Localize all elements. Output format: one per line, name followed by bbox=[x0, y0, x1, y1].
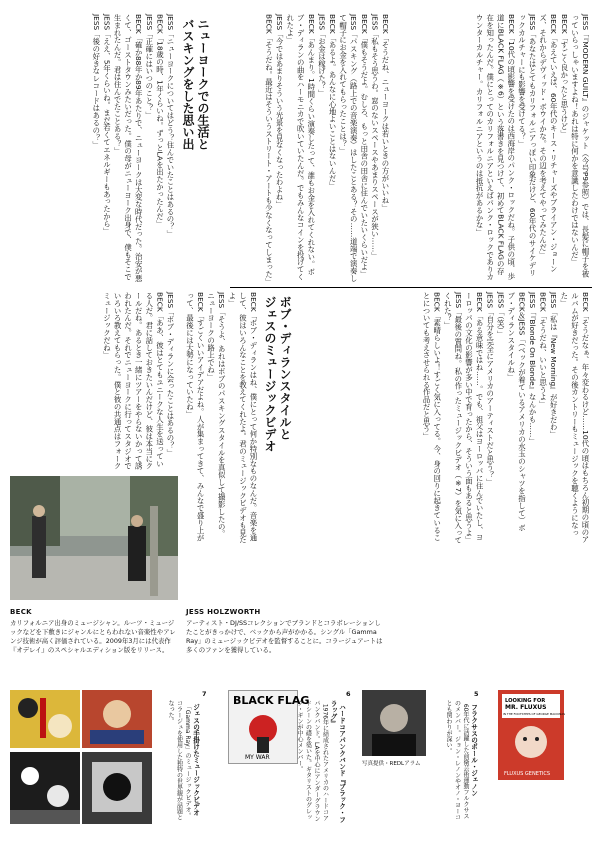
collage-still-4 bbox=[82, 752, 152, 824]
beck-jess-street-photo bbox=[10, 476, 178, 600]
book-title-2: MR. FLUXUS bbox=[505, 704, 547, 711]
black-flag-album-cover bbox=[228, 690, 310, 764]
music-video-still-3 bbox=[10, 752, 80, 824]
music-video-still-1 bbox=[10, 690, 80, 748]
street-photo-illustration bbox=[10, 476, 178, 600]
music-video-still-4 bbox=[82, 752, 152, 824]
jess-profile-caption bbox=[186, 608, 386, 678]
album-art bbox=[229, 691, 310, 763]
footnote-6-text: 1976年に結成されたアメリカのハードコアパンクバンド。LAを中心にアンダーグラウンドシーンの礎を築いた。ギタリストのグレッグ・ギンが中心メンバー。 bbox=[296, 700, 329, 822]
footnote-number-7: 7 bbox=[202, 690, 207, 698]
footnote-6 bbox=[298, 700, 354, 824]
interview-column-top-middle: BECK「そうだね、ニューヨークは若いときの方がいいね」 JESS「私もそう思うわ。窓のないスペースやあまりスペースが狭い……」 BECK「僕もそうだよ。むしろ、もっと田舎の田舎に住んでいたいくらいだよ」 JESS「パスキング（路上での音楽演奏）はしたことある？その……道端で演奏して帽子にお金を入れてもらったことは？」 BECK「あるよ。あんなに心地よいことはないんだ」 JESS「お金は稼げた？」 BECK「あんまり。1時間くらい演奏したって、誰もお金を入れてくれない。ボブ・ディランの曲をハーモニカで吹いていたんだ。でもみんなコインを投げてくれたよ」 JESS「今ではあまりそういう光景を見なくなったわよね」 BECK「そうだね。最近はそういうストリート・アートも少なくなってしまった」 bbox=[264, 14, 390, 286]
footnote-6-heading: ハードコアパンクバンド『ブラック・フラッグ』 bbox=[329, 700, 346, 823]
collage-still-1 bbox=[10, 690, 80, 748]
footnote-5 bbox=[436, 700, 486, 824]
photo-credit: 写真提供・REDLアラム bbox=[362, 761, 421, 767]
footnote-number-5: 5 bbox=[474, 690, 479, 698]
portrait-photo bbox=[362, 690, 426, 756]
book-title-1: LOOKING FOR bbox=[505, 698, 546, 704]
book-title-3: IN THE FOOTSTEPS OF GEORGE MACIUNAS bbox=[503, 712, 566, 716]
divider bbox=[230, 287, 592, 288]
interview-column-mid-far-left: JESS「ボブ・ディランに会ったことはあるの？」 BECK「ああ、彼はとてもユニークな人生を送っている人だ。君に話しておきたいんだけど、彼は本当にクールだね。あるとき一緒にツアーをやらないかって誘われたんだ。それでニューヨークに行ってスタジオでいろいろ教えてもらった。僕と彼の共通点はフォークミュージックだね」 bbox=[102, 292, 175, 470]
footnote-number-6: 6 bbox=[346, 690, 351, 698]
greg-ginn-portrait bbox=[362, 690, 426, 756]
interview-column-top-left: JESS「ニューヨークについてはどう？住んでいたことはあるの？」 BECK「18歳の時、1年くらいね。ずっとLAを出たかったんだ」 JESS「正確にはいつのこと？」 BECK「確か88年か89年あたりで、ニューヨークは大変な時代だった。治安が悪くて、ゴーストタウンみたいだった。僕の母がニューヨーク出身で、僕もそこで生まれたんだ。君は住んでたことある？」 JESS「ええ、5年くらいね。まだ若くてエネルギーもあったから」 JESS「後の好きなレコードはあるの？」 bbox=[91, 14, 175, 282]
beck-profile-caption bbox=[10, 608, 178, 678]
book-cover-art bbox=[498, 690, 564, 780]
footnote-5-heading: フラクサスのポール・ジェノン bbox=[469, 703, 478, 797]
section-title-bob-dylan: ボブ・ディランスタイルと ジェスのミュージックビデオ bbox=[263, 296, 292, 452]
beck-profile-text: カリフォルニア出身のミュージシャン。ルーツ・ミュージックなどを下敷きにジャンルにとらわれない音楽性やアレンジ技術が高く評価されている。2009年3月には代表作『オデレイ』のスペシャルエディション版をリリース。 bbox=[10, 619, 176, 654]
collage-still-2 bbox=[82, 690, 152, 748]
footnote-5-text: 60年代に活躍した前衛芸術運動フルクサスのメンバー。ジョン・レノンやオノ・ヨーコとも関わりが深い。 bbox=[445, 700, 469, 820]
interview-column-top-right: JESS「『MODERN GUILT』のジャケット（今号P9参照）では、長髪に帽子を被っていらっしゃいますよね！あれは特に何かを意識したわけではないんだ」 BECK「すごく良かったと思うけど」 BECK「あえていえば、60年代のキース・リチャーズやブライアン・ジョーンズ、それからデヴィッド・ボウイかな。その辺を考えてやってみたんだ」 JESS「あなたはとてもカリフォルニアっぽい印象だけど、60年代のサイケデリックカルチャーにも影響を受けてる？」 BECK「10代の頃影響を受けたのは西海岸のパンク・ロックだね。子供の頃、歩道にBLACK FLAG（※6）という落書きを見つけて、初めてBLACK FLAGの存在を知ったんだ。僕にとってのカリフォルニアといえばパンク・ロックでありカウンターカルチャー。カリフォルニアというのは抵抗があるかな」 bbox=[475, 14, 590, 281]
interview-column-mid-left: BECK「ボブ・ディランはね、僕にとって何か特別なものなんだ。音楽を通して、彼はいろんなことを教えてくれたよ。君のミュージックビデオも見たよ」 JESS「そうよ、あれはボブのパスキングスタイルを真似して撮影したの。ニューヨークの路上でね」 BECK「すごくいいアイデアだよね。人が集まってきて、みんなで盛り上がって、最後には大勢になっていたね」 bbox=[185, 292, 258, 544]
beck-name: BECK bbox=[10, 608, 32, 616]
interview-column-mid-right: BECK「そうだなぁ、年々変わるけど……10代の頃はもちろん初期の頃のアルバムが好きだった。その後カントリーもミュージックを聴くようになった」 JESS「私は『New Morning』が好きだわ」 BECK「そうだね、いいと思うよ」 JESS「『Blonde On Blonde』なんかも……」 BECK＆JESS「（ベックが着ているアメリカの水玉のシャツを指して）ボブ・ディランスタイルね」 JESS「（笑）」 JESS「自分を完全にアメリカのアーティストだと思う？」 BECK「ある意味ではね……。でも、祖父はヨーロッパに住んでいたし、ヨーロッパの文化の影響が多い中で育ったから、そういう面もあると思うよ」 JESS「最後の質問ね。私の作ったミュージックビデオ（※7）を気に入ってくれた？」 BECK「素晴らしいよ！すごく気に入ってる。今、身の回りに起きていることについても考えさせられる作品だと思う」 bbox=[422, 292, 590, 544]
collage-still-3 bbox=[10, 752, 80, 824]
music-video-still-2 bbox=[82, 690, 152, 748]
footnote-7 bbox=[158, 700, 208, 824]
section-title-newyork: ニューヨークでの生活と バスキングをした思い出 bbox=[181, 18, 210, 150]
jess-name: JESS HOLZWORTH bbox=[186, 608, 261, 616]
album-title: BLACK FLAG bbox=[233, 694, 310, 707]
footnote-7-text: 「Gamma Ray」のミュージックビデオ。コラージュを使用した独特の世界観が話題となった。 bbox=[167, 700, 191, 820]
footnote-7-heading: ジェスの手掛けたミュージックビデオ bbox=[191, 703, 200, 817]
book-bottom-text: FLUXUS GENETICS bbox=[504, 771, 551, 777]
album-subtitle: MY WAR bbox=[245, 754, 270, 761]
jess-profile-text: アーティスト・DJ/SSコレクションでブランドとコラボレーションしたことがきっかけで、ベックから声がかかる。シングル「Gamma Ray」のミュージックビデオを監督することに。コラージュアートは多くのファンを獲得している。 bbox=[186, 619, 383, 654]
fluxus-book-cover bbox=[498, 690, 564, 780]
